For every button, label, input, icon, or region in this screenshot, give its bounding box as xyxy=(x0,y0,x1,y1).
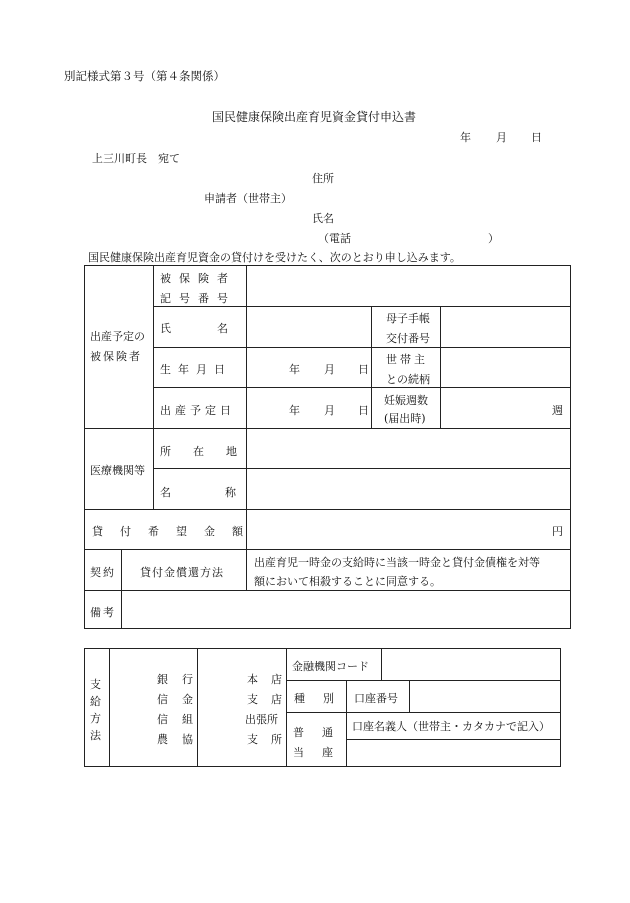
account-holder-field[interactable] xyxy=(348,741,560,766)
mch-label-2: 交付番号 xyxy=(386,332,430,345)
date-day-label: 日 xyxy=(531,131,542,144)
phone-open-label: （電話 xyxy=(318,232,351,245)
facility-name-label: 名称 xyxy=(160,486,290,499)
yen-unit: 円 xyxy=(552,525,563,538)
repayment-text-1: 出産育児一時金の支給時に当該一時金と貸付金債権を対等 xyxy=(254,556,540,569)
payment-method-char-4: 法 xyxy=(90,729,101,742)
phone-close-label: ） xyxy=(488,232,499,245)
account-type-label: 種別 xyxy=(294,692,352,705)
name-label: 氏名 xyxy=(160,322,274,335)
recipient: 上三川町長 宛て xyxy=(92,152,180,165)
payment-method-char-3: 方 xyxy=(90,712,101,725)
institution-shinkin: 信金 xyxy=(157,693,207,706)
insured-group-label-1: 出産予定の xyxy=(90,330,145,343)
institution-bank: 銀行 xyxy=(157,673,207,686)
insured-name-field[interactable] xyxy=(248,308,370,346)
relation-label-2: との続柄 xyxy=(386,373,430,386)
due-date-label: 出産予定日 xyxy=(160,404,235,417)
applicant-name-label: 氏名 xyxy=(312,212,334,225)
contract-label: 契約 xyxy=(90,566,116,579)
branch-branch: 支店 xyxy=(247,693,295,706)
repayment-text-2: 額において相殺することに同意する。 xyxy=(254,575,441,588)
account-number-label: 口座番号 xyxy=(354,692,398,705)
facility-name-field[interactable] xyxy=(248,470,570,508)
loan-amount-field[interactable] xyxy=(248,511,548,548)
toza-label: 当座 xyxy=(293,746,351,759)
due-month-unit: 月 xyxy=(324,404,335,417)
location-label: 所在地 xyxy=(160,445,259,458)
remarks-label: 備考 xyxy=(90,606,116,619)
birth-day-unit: 日 xyxy=(358,363,369,376)
address-label: 住所 xyxy=(312,172,334,185)
loan-amount-label: 貸付希望金額 xyxy=(92,525,260,538)
date-year-label: 年 xyxy=(460,131,471,144)
branch-office: 出張所 xyxy=(245,713,278,726)
applicant-label: 申請者（世帯主） xyxy=(204,192,292,205)
birth-month-unit: 月 xyxy=(324,363,335,376)
institution-nokyo: 農協 xyxy=(157,733,207,746)
bank-code-field[interactable] xyxy=(383,650,560,679)
account-holder-label: 口座名義人（世帯主・カタカナで記入） xyxy=(352,720,550,733)
weeks-label-2: (届出時) xyxy=(384,412,426,425)
symbol-number-field[interactable] xyxy=(248,267,570,305)
page-title: 国民健康保険出産育児資金貸付申込書 xyxy=(212,110,417,124)
relation-field[interactable] xyxy=(442,349,570,386)
insured-group-label-2: 被保険者 xyxy=(90,350,142,363)
location-field[interactable] xyxy=(248,430,570,467)
payment-method-char-2: 給 xyxy=(90,695,101,708)
symbol-label-2: 記号番号 xyxy=(160,292,236,305)
mch-number-field[interactable] xyxy=(442,308,570,346)
symbol-label-1: 被保険者 xyxy=(160,272,236,285)
relation-label-1: 世帯主 xyxy=(386,353,428,366)
payment-method-char-1: 支 xyxy=(90,678,101,691)
due-day-unit: 日 xyxy=(358,404,369,417)
date-month-label: 月 xyxy=(496,131,507,144)
mch-label-1: 母子手帳 xyxy=(386,312,430,325)
branch-sub: 支所 xyxy=(247,733,295,746)
account-number-field[interactable] xyxy=(411,682,560,711)
birth-year-unit: 年 xyxy=(289,363,300,376)
due-year-unit: 年 xyxy=(289,404,300,417)
form-reference: 別記様式第３号（第４条関係） xyxy=(64,69,225,83)
branch-head: 本店 xyxy=(247,673,295,686)
remarks-field[interactable] xyxy=(123,592,570,628)
institution-shinkumi: 信組 xyxy=(157,713,207,726)
birth-date-label: 生年月日 xyxy=(160,363,232,376)
futsu-label: 普通 xyxy=(293,726,351,739)
repayment-label: 貸付金償還方法 xyxy=(140,566,224,579)
intro-text: 国民健康保険出産育児資金の貸付けを受けたく、次のとおり申し込みます。 xyxy=(88,251,461,264)
weeks-unit: 週 xyxy=(552,404,563,417)
weeks-label-1: 妊娠週数 xyxy=(384,394,428,407)
medical-label: 医療機関等 xyxy=(90,464,145,477)
bank-code-label: 金融機関コード xyxy=(292,660,369,673)
